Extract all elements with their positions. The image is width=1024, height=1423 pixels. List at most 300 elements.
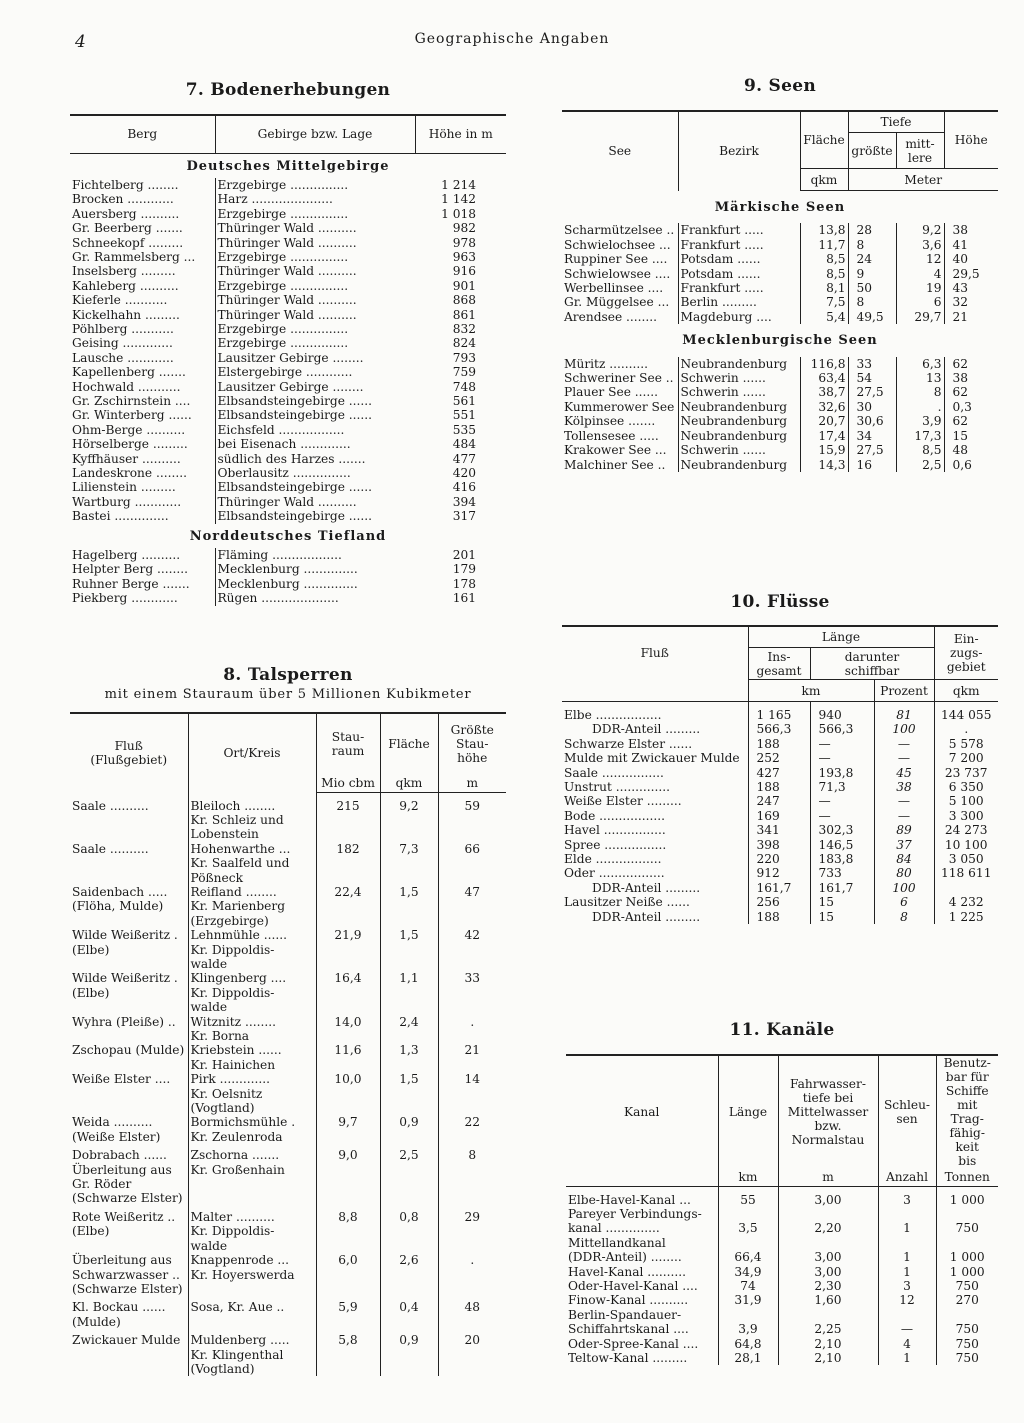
cell-flaeche: 13,8 (800, 223, 848, 237)
table-row (70, 1148, 506, 1210)
cell-gebirge: Elbsandsteingebirge ...... (215, 408, 415, 422)
table-row (70, 548, 506, 562)
section-subtitle: mit einem Stauraum über 5 Millionen Kubikmeter (104, 687, 472, 702)
cell-fluss: Zwickauer Mulde (72, 1333, 181, 1348)
cell-berg: Kyffhäuser .......... (72, 451, 181, 466)
unit-qkm: qkm (934, 680, 998, 702)
cell-einzugsgebiet: 5 578 (934, 737, 998, 751)
cell-schleusen: 1 (878, 1351, 936, 1365)
cell-flaeche: 8,5 (800, 252, 848, 266)
cell-ort: Muldenberg ..... Kr. Klingenthal (Vogtland) (188, 1333, 316, 1376)
header-stauhoehe: Größte Stau- höhe (438, 713, 506, 774)
cell-ort: Reifland ........ Kr. Marienberg (Erzgebirge) (188, 885, 316, 928)
section-title: 7. Bodenerhebungen (185, 80, 391, 100)
cell-fluss: Weiße Elster ......... (564, 794, 682, 809)
cell-bezirk: Neubrandenburg (678, 458, 800, 472)
cell-see: Plauer See ...... (564, 385, 659, 400)
cell-stauhoehe: 29 (438, 1210, 506, 1253)
table-row (566, 1193, 998, 1207)
cell-hoehe: 15 (944, 429, 998, 443)
header-hoehe: Höhe (944, 111, 998, 169)
cell-bezirk: Berlin ......... (678, 295, 800, 309)
cell-gebirge: bei Eisenach ............. (215, 437, 415, 451)
cell-stauhoehe: 22 (438, 1115, 506, 1148)
cell-fluss: Havel ................ (564, 823, 666, 838)
group-heading: Deutsches Mittelgebirge (186, 158, 390, 174)
cell-mittlere: 6 (896, 295, 944, 309)
table-row (70, 394, 506, 408)
cell-mittlere: 2,5 (896, 458, 944, 472)
cell-insgesamt: 188 (748, 910, 810, 924)
cell-bezirk: Frankfurt ..... (678, 281, 800, 295)
cell-flaeche: 1,1 (380, 971, 438, 1014)
cell-schiffbar: — (810, 809, 874, 823)
table-row (70, 408, 506, 422)
cell-kanal: Finow-Kanal .......... (568, 1293, 689, 1308)
header-tiefe: Tiefe (848, 111, 944, 133)
unit-qkm: qkm (800, 169, 848, 191)
table-row (562, 252, 998, 266)
cell-gebirge: Thüringer Wald .......... (215, 495, 415, 509)
cell-prozent: 84 (874, 852, 934, 866)
table-row (70, 885, 506, 928)
cell-bezirk: Neubrandenburg (678, 400, 800, 414)
cell-einzugsgebiet: 118 611 (934, 866, 998, 880)
cell-hoehe: 1 018 (441, 206, 476, 221)
cell-berg: Ruhner Berge ....... (72, 576, 190, 591)
cell-schiffbar: — (810, 737, 874, 751)
cell-berg: Inselsberg ......... (72, 264, 176, 279)
cell-hoehe: 62 (944, 357, 998, 371)
section-talsperren (70, 665, 506, 1376)
cell-flaeche: 116,8 (800, 357, 848, 371)
cell-gebirge: südlich des Harzes ....... (215, 452, 415, 466)
cell-fluss: Schwarze Elster ...... (564, 736, 693, 751)
cell-gebirge: Oberlausitz ............... (215, 466, 415, 480)
unit-qkm: qkm (380, 774, 438, 792)
table-row (70, 577, 506, 591)
cell-hoehe: 535 (452, 422, 476, 437)
cell-mittlere: 13 (896, 371, 944, 385)
cell-insgesamt: 161,7 (748, 881, 810, 895)
unit-m: m (438, 774, 506, 792)
cell-bezirk: Schwerin ...... (678, 385, 800, 399)
table-row (70, 1333, 506, 1376)
table-row (70, 336, 506, 350)
cell-stauraum: 10,0 (316, 1072, 380, 1115)
table-row (70, 380, 506, 394)
cell-ort: Bleiloch ........ Kr. Schleiz und Lobenstein (188, 799, 316, 842)
group-row (562, 324, 998, 356)
cell-prozent: — (874, 751, 934, 765)
cell-fahrwasser: 1,60 (778, 1293, 878, 1307)
cell-berg: Brocken ............ (72, 192, 174, 207)
cell-flaeche: 14,3 (800, 458, 848, 472)
cell-schiffbar: 193,8 (810, 766, 874, 780)
cell-hoehe: 40 (944, 252, 998, 266)
cell-groesste: 50 (848, 281, 896, 295)
cell-schiffbar: 71,3 (810, 780, 874, 794)
table-row (70, 250, 506, 264)
cell-hoehe: 901 (452, 278, 476, 293)
cell-einzugsgebiet: 10 100 (934, 838, 998, 852)
cell-see: Ruppiner See .... (564, 252, 668, 267)
header-bezirk: Bezirk (678, 111, 800, 191)
cell-hoehe: 963 (452, 249, 476, 264)
cell-laenge: 74 (718, 1279, 778, 1293)
table-row (566, 1236, 998, 1265)
cell-gebirge: Eichsfeld ................. (215, 423, 415, 437)
cell-mittlere: 19 (896, 281, 944, 295)
cell-tonnen: 750 (936, 1337, 998, 1351)
table-row (70, 971, 506, 1014)
table-row (566, 1207, 998, 1236)
table-row (562, 295, 998, 309)
cell-berg: Geising ............. (72, 336, 173, 351)
table-row (562, 267, 998, 281)
cell-hoehe: 824 (452, 336, 476, 351)
table-row (70, 423, 506, 437)
cell-fahrwasser: 2,25 (778, 1308, 878, 1337)
cell-hoehe: 1 214 (441, 177, 476, 192)
cell-laenge: 34,9 (718, 1265, 778, 1279)
cell-stauraum: 5,9 (316, 1300, 380, 1333)
cell-hoehe: 32 (944, 295, 998, 309)
cell-ort: Witznitz ........ Kr. Borna (188, 1015, 316, 1044)
table-row (562, 414, 998, 428)
group-row (562, 191, 998, 224)
cell-insgesamt: 220 (748, 852, 810, 866)
rivers-table (562, 625, 998, 924)
cell-hoehe: 394 (452, 494, 476, 509)
cell-mittlere: 6,3 (896, 357, 944, 371)
cell-ort: Hohenwarthe ... Kr. Saalfeld und Pößneck (188, 842, 316, 885)
cell-mittlere: . (896, 400, 944, 414)
table-row (562, 443, 998, 457)
header-flaeche: Fläche (800, 111, 848, 169)
cell-gebirge: Elbsandsteingebirge ...... (215, 480, 415, 494)
table-row (70, 509, 506, 523)
cell-tonnen: 750 (936, 1207, 998, 1236)
cell-stauraum: 215 (316, 799, 380, 842)
cell-hoehe: 748 (452, 379, 476, 394)
cell-berg: Lilienstein ......... (72, 480, 176, 495)
section-title: 8. Talsperren (223, 665, 353, 685)
header-see: See (562, 111, 678, 191)
cell-berg: Hörselberge ......... (72, 437, 188, 452)
cell-mittlere: 8 (896, 385, 944, 399)
table-row (70, 322, 506, 336)
cell-berg: Gr. Beerberg ....... (72, 221, 183, 236)
unit-km: km (748, 680, 874, 702)
cell-flaeche: 63,4 (800, 371, 848, 385)
table-row (566, 1337, 998, 1351)
cell-insgesamt: 252 (748, 751, 810, 765)
cell-fluss: Unstrut .............. (564, 780, 670, 795)
cell-fahrwasser: 3,00 (778, 1236, 878, 1265)
cell-stauraum: 6,0 (316, 1253, 380, 1300)
cell-stauhoehe: . (438, 1253, 506, 1300)
cell-hoehe: 861 (452, 307, 476, 322)
cell-flaeche: 2,5 (380, 1148, 438, 1210)
cell-see: Schweriner See .. (564, 371, 674, 386)
cell-schleusen: 1 (878, 1236, 936, 1265)
cell-flaeche: 20,7 (800, 414, 848, 428)
section-seen (562, 76, 998, 472)
group-row (70, 524, 506, 548)
table-row (70, 480, 506, 494)
cell-ort: Klingenberg .... Kr. Dippoldis- walde (188, 971, 316, 1014)
cell-berg: Gr. Rammelsberg ... (72, 249, 196, 264)
cell-hoehe: 484 (452, 437, 476, 452)
cell-mittlere: 12 (896, 252, 944, 266)
cell-flaeche: 1,5 (380, 1072, 438, 1115)
cell-bezirk: Magdeburg .... (678, 310, 800, 324)
table-row (70, 207, 506, 221)
cell-groesste: 16 (848, 458, 896, 472)
table-row (70, 452, 506, 466)
table-row (566, 1279, 998, 1293)
cell-gebirge: Fläming .................. (215, 548, 415, 562)
cell-fahrwasser: 2,10 (778, 1351, 878, 1365)
cell-kanal: Teltow-Kanal ......... (568, 1350, 688, 1365)
cell-fluss: Lausitzer Neiße ...... (564, 895, 690, 910)
cell-berg: Kickelhahn ......... (72, 307, 180, 322)
cell-see: Werbellinsee .... (564, 281, 664, 296)
cell-hoehe: 1 142 (441, 192, 476, 207)
cell-groesste: 30 (848, 400, 896, 414)
cell-hoehe: 29,5 (944, 267, 998, 281)
cell-fluss: Oder ................. (564, 866, 665, 881)
table-row (70, 591, 506, 605)
cell-flaeche: 2,6 (380, 1253, 438, 1300)
cell-fluss: Spree ................ (564, 837, 667, 852)
cell-flaeche: 1,3 (380, 1043, 438, 1072)
cell-bezirk: Frankfurt ..... (678, 223, 800, 237)
table-row (70, 178, 506, 192)
table-row (562, 737, 998, 751)
cell-see: Müritz .......... (564, 356, 648, 371)
cell-hoehe: 793 (452, 350, 476, 365)
cell-insgesamt: 341 (748, 823, 810, 837)
cell-groesste: 49,5 (848, 310, 896, 324)
cell-einzugsgebiet: 5 100 (934, 794, 998, 808)
cell-flaeche: 8,1 (800, 281, 848, 295)
cell-fluss: Mulde mit Zwickauer Mulde (564, 751, 740, 766)
dams-table (70, 712, 506, 1376)
cell-gebirge: Erzgebirge ............... (215, 250, 415, 264)
cell-bezirk: Frankfurt ..... (678, 238, 800, 252)
cell-fluss: Wilde Weißeritz . (Elbe) (72, 971, 178, 1000)
cell-stauhoehe: 14 (438, 1072, 506, 1115)
cell-berg: Fichtelberg ........ (72, 177, 179, 192)
cell-berg: Wartburg ............ (72, 494, 182, 509)
header-benutzbar: Benutz- bar für Schiffe mit Trag- fähig- keit bis (936, 1055, 998, 1168)
cell-stauraum: 11,6 (316, 1043, 380, 1072)
cell-laenge: 64,8 (718, 1337, 778, 1351)
cell-hoehe: 62 (944, 385, 998, 399)
cell-prozent: 38 (874, 780, 934, 794)
cell-einzugsgebiet: 4 232 (934, 895, 998, 909)
cell-flaeche: 0,9 (380, 1333, 438, 1376)
cell-bezirk: Neubrandenburg (678, 357, 800, 371)
table-row (70, 1115, 506, 1148)
cell-schiffbar: 302,3 (810, 823, 874, 837)
cell-hoehe: 317 (452, 509, 476, 524)
cell-see: Tollensesee ..... (564, 428, 659, 443)
cell-flaeche: 0,4 (380, 1300, 438, 1333)
cell-stauhoehe: 8 (438, 1148, 506, 1210)
cell-groesste: 9 (848, 267, 896, 281)
header-berg: Berg (70, 115, 215, 153)
cell-groesste: 27,5 (848, 443, 896, 457)
cell-schleusen: — (878, 1308, 936, 1337)
section-title: 11. Kanäle (729, 1020, 835, 1040)
cell-einzugsgebiet: 1 225 (934, 910, 998, 924)
cell-insgesamt: 427 (748, 766, 810, 780)
table-row (562, 357, 998, 371)
cell-laenge: 55 (718, 1193, 778, 1207)
cell-ort: Zschorna ....... Kr. Großenhain (188, 1148, 316, 1210)
header-laenge: Länge (748, 626, 934, 648)
cell-groesste: 33 (848, 357, 896, 371)
cell-stauraum: 9,0 (316, 1148, 380, 1210)
cell-einzugsgebiet: 144 055 (934, 708, 998, 722)
cell-berg: Gr. Winterberg ...... (72, 408, 192, 423)
cell-schiffbar: 183,8 (810, 852, 874, 866)
cell-hoehe: 48 (944, 443, 998, 457)
cell-prozent: 8 (874, 910, 934, 924)
cell-fluss: Wyhra (Pleiße) .. (72, 1014, 176, 1029)
cell-fluss: Bode ................. (564, 808, 666, 823)
cell-hoehe: 41 (944, 238, 998, 252)
table-row (70, 1015, 506, 1044)
cell-bezirk: Potsdam ...... (678, 252, 800, 266)
cell-flaeche: 5,4 (800, 310, 848, 324)
cell-schleusen: 4 (878, 1337, 936, 1351)
table-row (562, 238, 998, 252)
header-schiffbar: darunter schiffbar (810, 648, 934, 680)
table-row (70, 221, 506, 235)
table-row (562, 385, 998, 399)
cell-hoehe: 161 (452, 591, 476, 606)
table-row (70, 466, 506, 480)
table-row (562, 281, 998, 295)
cell-kanal: Oder-Havel-Kanal .... (568, 1278, 698, 1293)
header-einzugsgebiet: Ein- zugs- gebiet (934, 626, 998, 680)
table-row (70, 1072, 506, 1115)
cell-flaeche: 32,6 (800, 400, 848, 414)
cell-insgesamt: 912 (748, 866, 810, 880)
cell-hoehe: 43 (944, 281, 998, 295)
cell-see: Scharmützelsee .. (564, 223, 675, 238)
cell-bezirk: Schwerin ...... (678, 371, 800, 385)
cell-hoehe: 416 (452, 480, 476, 495)
unit-anzahl: Anzahl (878, 1168, 936, 1186)
unit-prozent: Prozent (874, 680, 934, 702)
unit-meter: Meter (848, 169, 998, 191)
table-row (562, 881, 998, 895)
table-row (70, 799, 506, 842)
cell-stauhoehe: 59 (438, 799, 506, 842)
unit-km: km (718, 1168, 778, 1186)
section-title: 10. Flüsse (730, 592, 830, 612)
cell-flaeche: 17,4 (800, 429, 848, 443)
table-row (70, 1043, 506, 1072)
cell-fluss: Rote Weißeritz .. (Elbe) (72, 1209, 176, 1239)
cell-ort: Knappenrode ... Kr. Hoyerswerda (188, 1253, 316, 1300)
unit-mio-cbm: Mio cbm (316, 774, 380, 792)
cell-flaeche: 0,8 (380, 1210, 438, 1253)
cell-fluss: Elde ................. (564, 852, 662, 867)
cell-flaeche: 1,5 (380, 928, 438, 971)
cell-einzugsgebiet: 23 737 (934, 766, 998, 780)
cell-fahrwasser: 3,00 (778, 1265, 878, 1279)
table-row (70, 308, 506, 322)
cell-kanal: Elbe-Havel-Kanal ... (568, 1192, 691, 1207)
table-row (562, 708, 998, 722)
table-row (70, 928, 506, 971)
table-row (566, 1265, 998, 1279)
cell-flaeche: 7,3 (380, 842, 438, 885)
cell-gebirge: Thüringer Wald .......... (215, 264, 415, 278)
cell-laenge: 31,9 (718, 1293, 778, 1307)
cell-flaeche: 15,9 (800, 443, 848, 457)
cell-laenge: 3,5 (718, 1207, 778, 1236)
table-row (70, 1210, 506, 1253)
cell-schiffbar: 15 (810, 910, 874, 924)
table-row (70, 192, 506, 206)
cell-berg: Schneekopf ......... (72, 235, 184, 250)
cell-gebirge: Harz ..................... (215, 192, 415, 206)
cell-kanal: Berlin-Spandauer- Schiffahrtskanal .... (568, 1307, 689, 1337)
cell-schleusen: 3 (878, 1279, 936, 1293)
cell-bezirk: Neubrandenburg (678, 429, 800, 443)
table-row (566, 1293, 998, 1307)
header-ort: Ort/Kreis (188, 713, 316, 792)
cell-stauhoehe: 42 (438, 928, 506, 971)
cell-insgesamt: 566,3 (748, 722, 810, 736)
cell-gebirge: Lausitzer Gebirge ........ (215, 380, 415, 394)
cell-berg: Hochwald ........... (72, 379, 181, 394)
cell-mittlere: 9,2 (896, 223, 944, 237)
cell-stauhoehe: 20 (438, 1333, 506, 1376)
cell-berg: Hagelberg .......... (72, 548, 181, 563)
cell-tonnen: 750 (936, 1308, 998, 1337)
cell-hoehe: 982 (452, 221, 476, 236)
cell-prozent: — (874, 737, 934, 751)
group-row (70, 153, 506, 178)
cell-insgesamt: 247 (748, 794, 810, 808)
cell-mittlere: 29,7 (896, 310, 944, 324)
header-kanal: Kanal (566, 1055, 718, 1168)
table-row (562, 794, 998, 808)
cell-hoehe: 759 (452, 365, 476, 380)
cell-gebirge: Elbsandsteingebirge ...... (215, 394, 415, 408)
cell-fahrwasser: 2,30 (778, 1279, 878, 1293)
cell-berg: Helpter Berg ........ (72, 562, 189, 577)
cell-see: Schwielowsee .... (564, 266, 671, 281)
cell-fluss: Elbe ................. (564, 708, 662, 722)
cell-insgesamt: 188 (748, 780, 810, 794)
cell-groesste: 34 (848, 429, 896, 443)
unit-tonnen: Tonnen (936, 1168, 998, 1186)
cell-berg: Piekberg ............ (72, 591, 178, 606)
cell-ort: Bormichsmühle . Kr. Zeulenroda (188, 1115, 316, 1148)
table-row (70, 365, 506, 379)
cell-flaeche: 0,9 (380, 1115, 438, 1148)
table-row (70, 351, 506, 365)
